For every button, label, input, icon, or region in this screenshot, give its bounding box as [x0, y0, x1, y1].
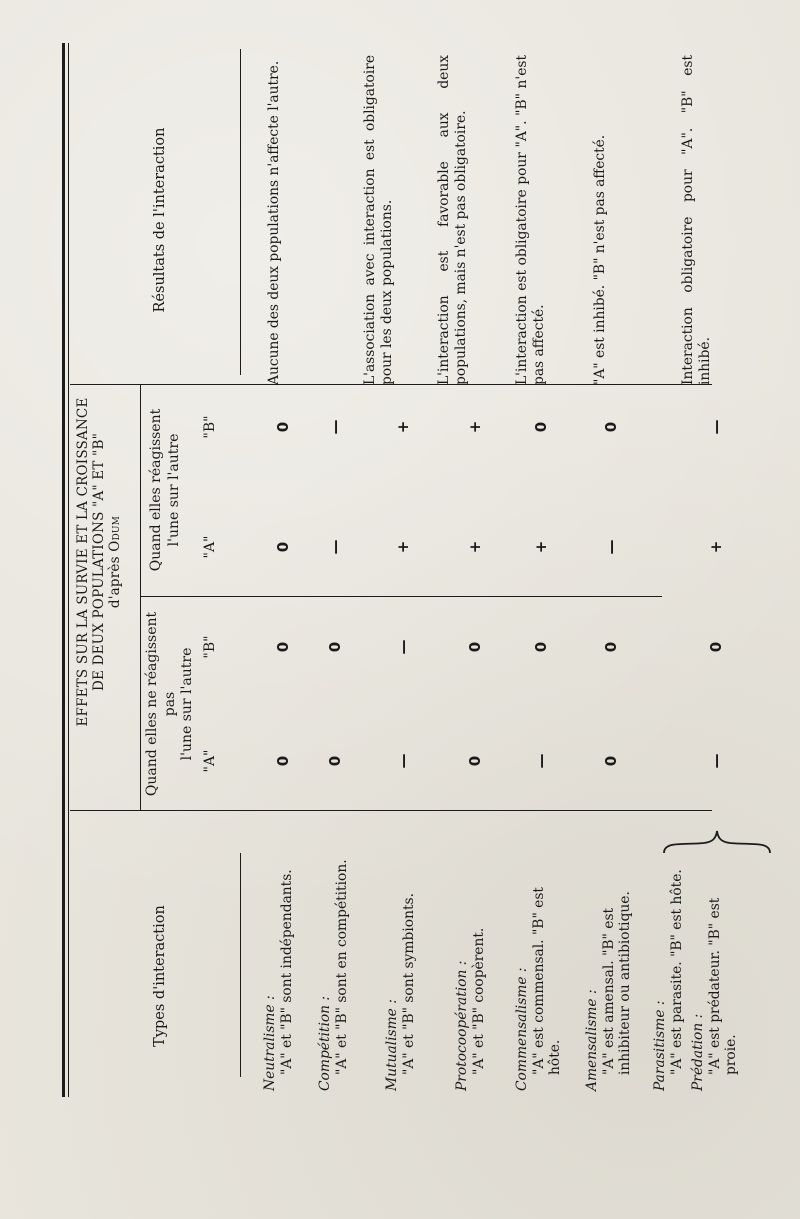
- row-parasitisme-nr-b: 0: [707, 641, 725, 653]
- title-prefix: d'après: [106, 556, 123, 609]
- row-amensalisme-result: "A" est inhibé. "B" n'est pas affecté.: [592, 134, 608, 385]
- row-mutualisme-r-a: +: [394, 540, 412, 554]
- row-parasitisme-r-b: —: [707, 419, 725, 435]
- header-bottom-left: [240, 853, 241, 1077]
- row-name: Prédation :: [690, 1013, 706, 1091]
- row-neutralisme-nr-a: 0: [274, 755, 292, 767]
- row-desc: "A" est commensal. "B" est hôte.: [530, 887, 564, 1075]
- row-commensalisme-r-b: 0: [532, 421, 550, 433]
- col-b-react: "B": [202, 415, 218, 439]
- row-protocooperation-nr-a: 0: [466, 755, 484, 767]
- row-desc: "A" et "B" coopèrent.: [470, 927, 487, 1075]
- title-author: Odum: [106, 515, 123, 552]
- row-amensalisme-r-b: 0: [602, 421, 620, 433]
- row-desc: "A" et "B" sont en compétition.: [333, 859, 350, 1075]
- row-desc: "A" est parasite. "B" est hôte.: [668, 869, 685, 1075]
- row-neutralisme-nr-b: 0: [274, 641, 292, 653]
- row-name: Parasitisme :: [652, 1000, 668, 1091]
- row-neutralisme-type: [262, 859, 295, 1091]
- row-name: Protocoopération :: [454, 960, 470, 1091]
- row-mutualisme-r-b: +: [394, 420, 412, 434]
- col-b-no-react: "B": [202, 635, 218, 659]
- react-line-2: l'une sur l'autre: [165, 433, 182, 547]
- row-desc: "A" est amensal. "B" est inhibiteur ou antibiotique.: [600, 891, 634, 1075]
- curly-brace: [662, 827, 772, 857]
- col-header-result: Résultats de l'interaction: [152, 127, 168, 313]
- row-commensalisme-r-a: +: [532, 540, 550, 554]
- col-header-react: [148, 389, 183, 591]
- title-line-2: DE DEUX POPULATIONS "A" ET "B": [90, 433, 107, 691]
- row-parasitisme-nr-a: —: [707, 753, 725, 769]
- col-a-react: "A": [202, 535, 218, 559]
- row-parasitisme-r-a: +: [707, 540, 725, 554]
- row-amensalisme-nr-a: 0: [602, 755, 620, 767]
- row-neutralisme-r-b: 0: [274, 421, 292, 433]
- row-commensalisme-nr-b: 0: [532, 641, 550, 653]
- col-a-no-react: "A": [202, 749, 218, 773]
- row-competition-nr-b: 0: [326, 641, 344, 653]
- top-rule-thick: [62, 43, 65, 1097]
- row-protocooperation-result: L'interaction est favorable aux deux populations, mais n'est pas obligatoire.: [436, 55, 469, 385]
- row-competition-nr-a: 0: [326, 755, 344, 767]
- row-protocooperation-type: [454, 859, 487, 1091]
- row-name: Commensalisme :: [514, 967, 530, 1091]
- react-line-1: Quand elles réagissent: [148, 408, 164, 572]
- sep-types-header: [70, 810, 712, 811]
- header-under-title: [140, 385, 141, 811]
- row-protocooperation-nr-b: 0: [466, 641, 484, 653]
- col-header-types: Types d'interaction: [152, 905, 168, 1047]
- row-name: Neutralisme :: [262, 995, 278, 1091]
- row-mutualisme-type: [384, 859, 417, 1091]
- row-protocooperation-r-a: +: [466, 540, 484, 554]
- row-mutualisme-nr-a: —: [394, 753, 412, 769]
- row-name: Mutualisme :: [384, 999, 400, 1091]
- row-mutualisme-nr-b: —: [394, 639, 412, 655]
- row-name: Compétition :: [317, 995, 333, 1091]
- row-protocooperation-r-b: +: [466, 420, 484, 434]
- no-react-line-2: l'une sur l'autre: [179, 647, 195, 761]
- row-competition-r-b: —: [326, 419, 344, 435]
- row-desc: "A" est prédateur. "B" est proie.: [706, 897, 740, 1075]
- row-name: Amensalisme :: [584, 989, 600, 1091]
- col-header-no-react: [144, 603, 197, 805]
- row-commensalisme-type: [514, 859, 564, 1091]
- row-mutualisme-result: L'association avec interaction est obligatoire pour les deux populations.: [362, 55, 395, 385]
- sep-mid-header: [140, 596, 662, 597]
- title-line-3: [108, 367, 124, 757]
- row-predation-type: [690, 859, 740, 1091]
- row-parasitisme-result: Interaction obligatoire pour "A". "B" est inhibé.: [680, 55, 713, 385]
- row-amensalisme-type: [584, 859, 634, 1091]
- row-desc: "A" et "B" sont indépendants.: [278, 869, 295, 1075]
- row-amensalisme-nr-b: 0: [602, 641, 620, 653]
- table-title: [76, 367, 124, 757]
- rotated-table: [62, 43, 762, 1097]
- row-neutralisme-result: Aucune des deux populations n'affecte l'autre.: [266, 60, 282, 385]
- row-competition-type: [317, 859, 350, 1091]
- row-neutralisme-r-a: 0: [274, 541, 292, 553]
- row-commensalisme-nr-a: —: [532, 753, 550, 769]
- row-parasitisme-type: [652, 859, 685, 1091]
- header-bottom-right: [240, 49, 241, 375]
- row-competition-r-a: —: [326, 539, 344, 555]
- top-rule-thin: [68, 43, 69, 1097]
- title-line-1: EFFETS SUR LA SURVIE ET LA CROISSANCE: [75, 397, 91, 727]
- row-commensalisme-result: L'interaction est obligatoire pour "A". "B" n'est pas affecté.: [514, 55, 547, 385]
- row-amensalisme-r-a: —: [602, 539, 620, 555]
- no-react-line-1: Quand elles ne réagissent pas: [144, 611, 178, 797]
- row-desc: "A" et "B" sont symbionts.: [400, 893, 417, 1075]
